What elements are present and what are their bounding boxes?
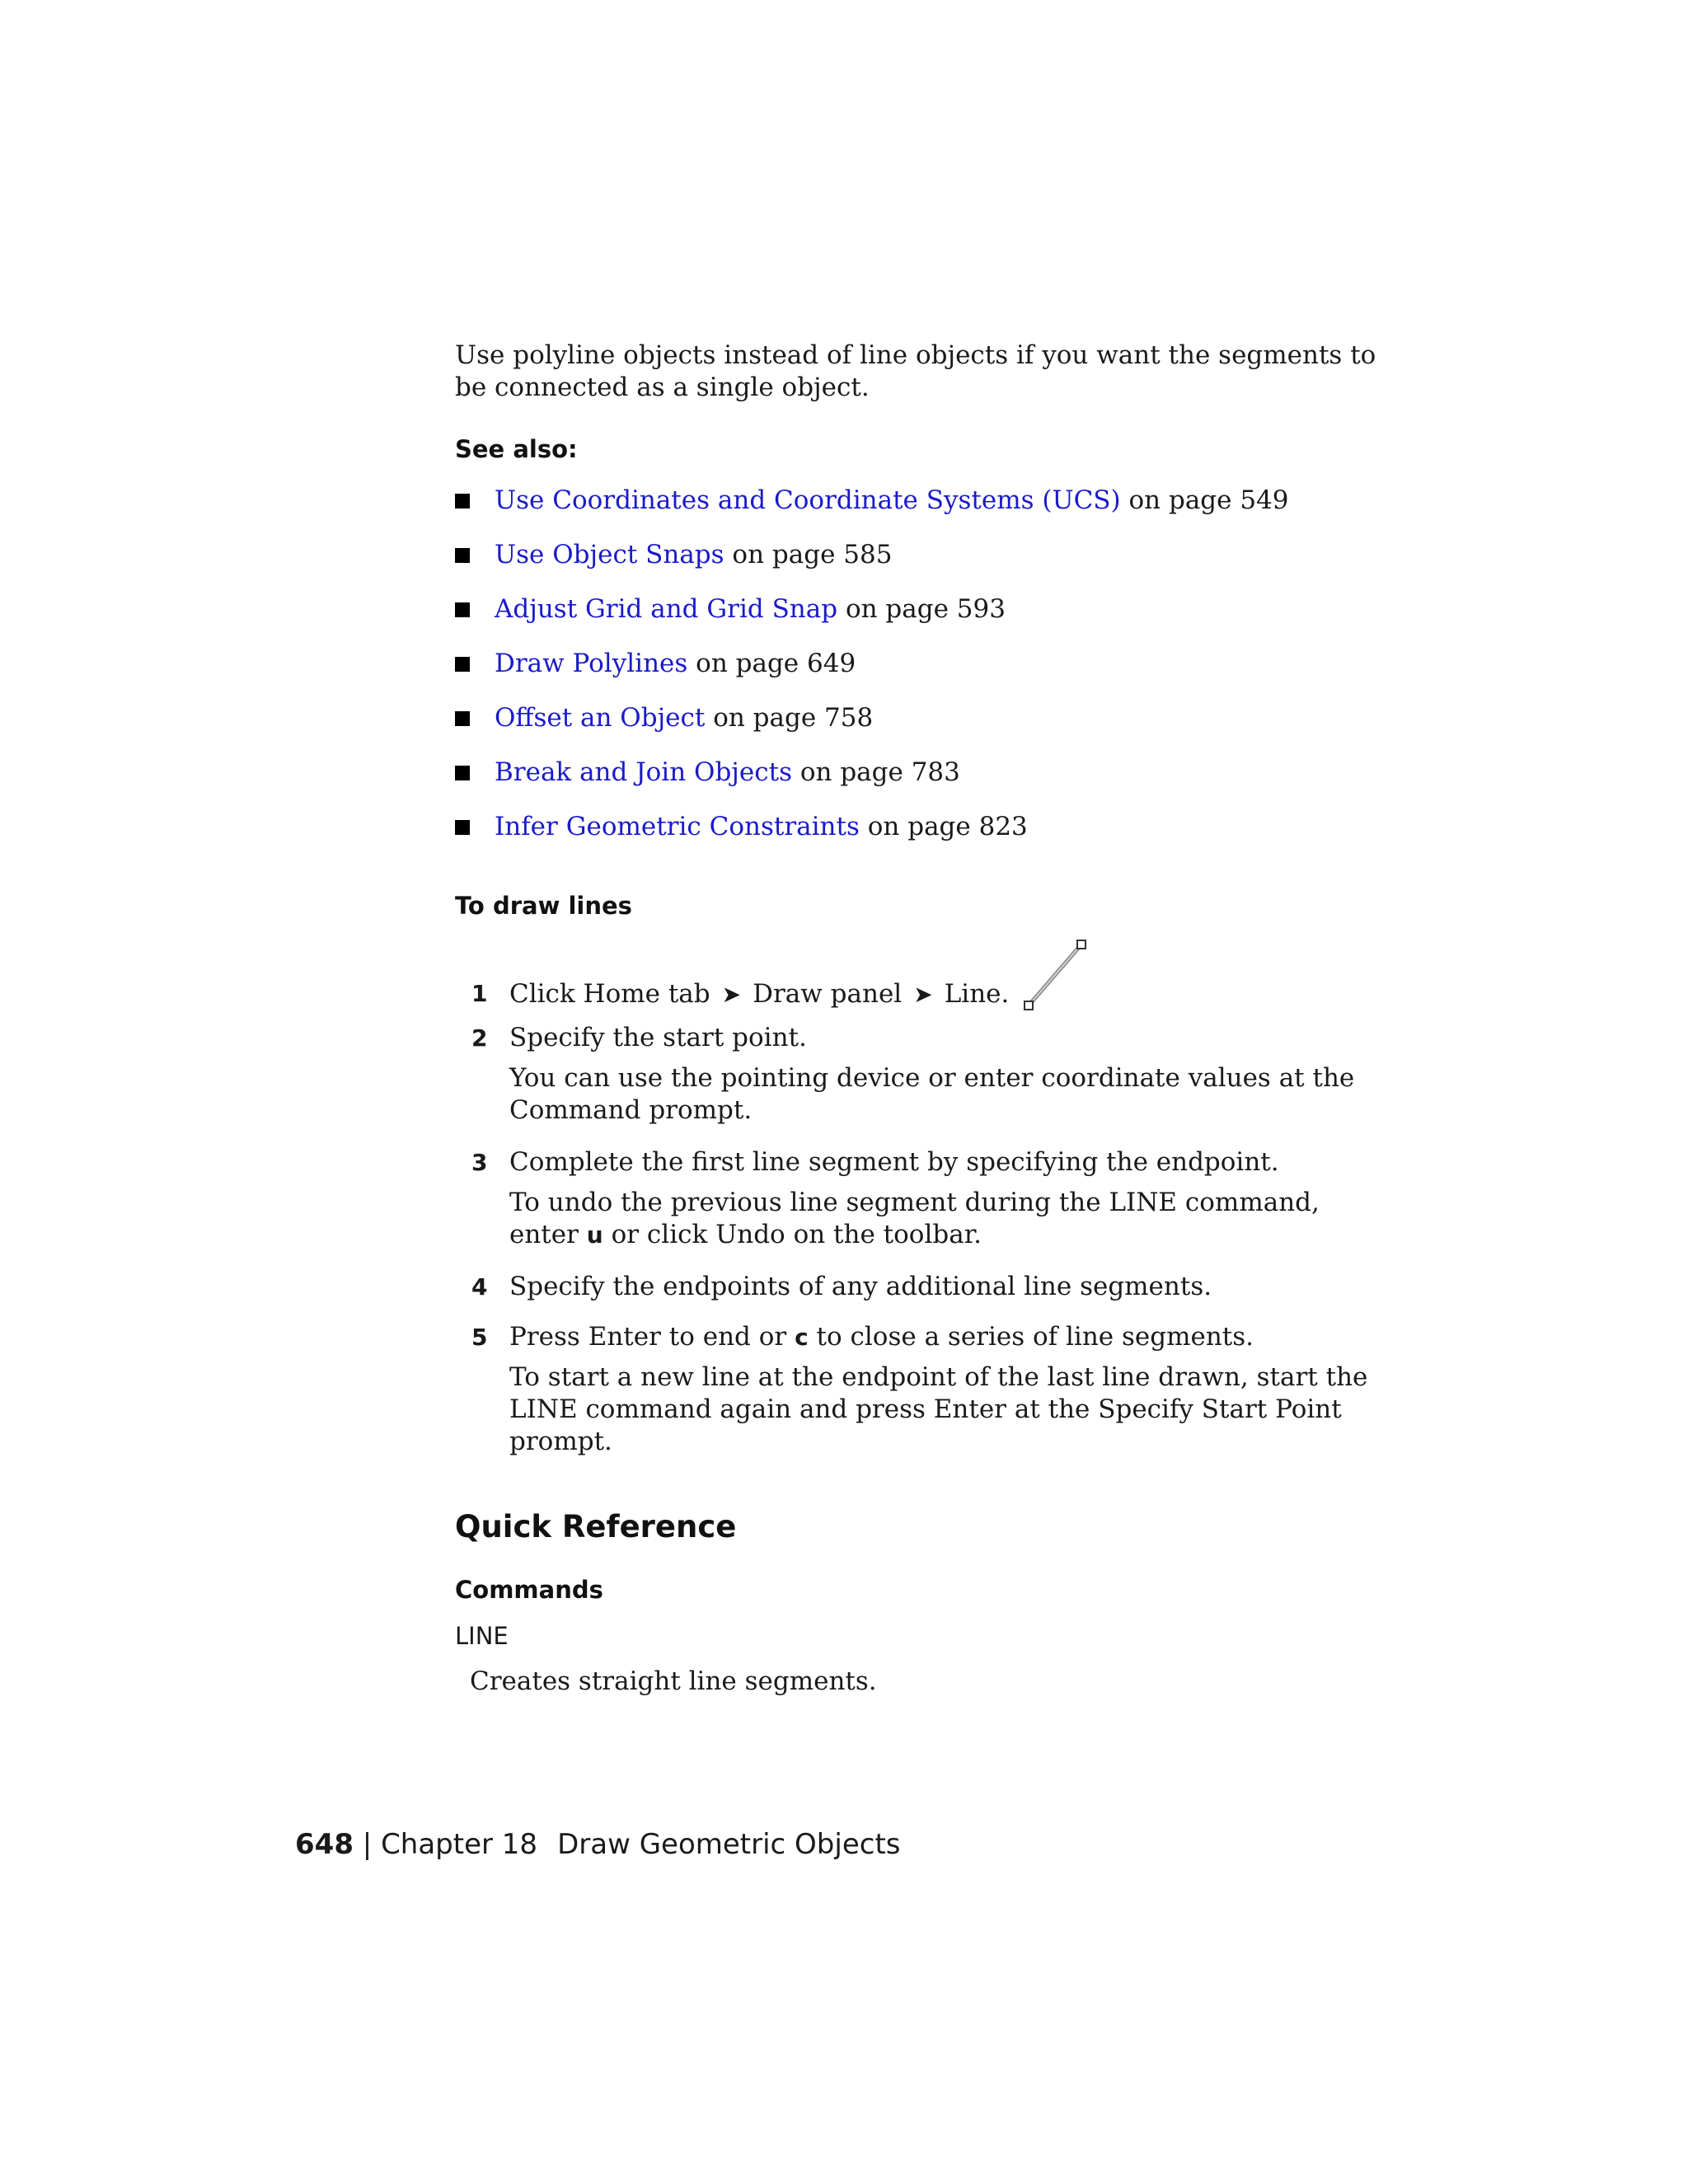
page-content xyxy=(455,340,1378,1696)
command-name: LINE xyxy=(455,1622,509,1650)
page-ref: on page 758 xyxy=(705,703,874,733)
step-text-part: to close a series of line segments. xyxy=(808,1322,1254,1352)
square-bullet-icon xyxy=(455,602,470,617)
detail-text: or click Undo on the toolbar. xyxy=(603,1220,982,1249)
chapter-label: Chapter 18 xyxy=(381,1828,538,1861)
step-text xyxy=(509,979,1091,1009)
quick-reference-title: Quick Reference xyxy=(455,1509,737,1544)
square-bullet-icon xyxy=(455,548,470,563)
detail-text: To undo the previous line segment during the LINE command, enter xyxy=(509,1188,1320,1249)
link-object-snaps[interactable]: Use Object Snaps xyxy=(495,540,724,569)
list-item xyxy=(455,757,1378,811)
ribbon-command: Line. xyxy=(944,979,1010,1009)
square-bullet-icon xyxy=(455,711,470,726)
footer-separator: | xyxy=(353,1828,382,1861)
step-number: 3 xyxy=(471,1149,488,1176)
step-number: 2 xyxy=(471,1024,488,1052)
list-item xyxy=(455,702,1378,757)
page-number: 648 xyxy=(295,1828,354,1861)
step-detail: To start a new line at the endpoint of the last line drawn, start the LINE command again and press Enter at the Specify Start Point prompt. xyxy=(509,1362,1368,1456)
page-footer xyxy=(295,1828,901,1861)
square-bullet-icon xyxy=(455,766,470,780)
step-number: 5 xyxy=(471,1324,488,1351)
step-1 xyxy=(455,928,1378,1010)
page-ref: on page 593 xyxy=(837,594,1006,624)
step-detail: You can use the pointing device or enter coordinate values at the Command prompt. xyxy=(509,1063,1355,1125)
link-grid-snap[interactable]: Adjust Grid and Grid Snap xyxy=(495,594,838,624)
line-tool-icon xyxy=(1017,935,1091,1017)
page-ref: on page 649 xyxy=(687,649,856,678)
see-also-heading: See also: xyxy=(455,435,578,463)
step-detail xyxy=(509,1187,1378,1251)
step-2 xyxy=(455,1022,1378,1127)
step-text: Specify the start point. xyxy=(509,1023,807,1052)
undo-key: u xyxy=(586,1221,603,1249)
commands-heading: Commands xyxy=(455,1576,603,1604)
list-item xyxy=(455,485,1378,539)
link-ucs[interactable]: Use Coordinates and Coordinate Systems (UCS) xyxy=(495,485,1121,515)
link-geometric-constraints[interactable]: Infer Geometric Constraints xyxy=(495,812,860,841)
link-offset-object[interactable]: Offset an Object xyxy=(495,703,706,733)
step-number: 1 xyxy=(471,980,488,1007)
step-5 xyxy=(455,1321,1378,1458)
step-text: Specify the endpoints of any additional line segments. xyxy=(509,1272,1212,1301)
link-draw-polylines[interactable]: Draw Polylines xyxy=(495,649,688,678)
list-item xyxy=(455,593,1378,648)
procedure-steps xyxy=(455,928,1378,1458)
square-bullet-icon xyxy=(455,494,470,509)
step-text-part: Press Enter to end or xyxy=(509,1322,795,1352)
square-bullet-icon xyxy=(455,657,470,672)
step-text: Complete the first line segment by specifying the endpoint. xyxy=(509,1147,1279,1177)
list-item xyxy=(455,811,1378,865)
ribbon-tab: Click Home tab xyxy=(509,979,710,1009)
ribbon-panel: Draw panel xyxy=(753,979,903,1009)
chapter-title: Draw Geometric Objects xyxy=(557,1828,901,1861)
see-also-list xyxy=(455,485,1378,865)
intro-paragraph: Use polyline objects instead of line objects if you want the segments to be connected as a single object. xyxy=(455,340,1376,402)
list-item xyxy=(455,539,1378,593)
close-key: c xyxy=(795,1324,809,1351)
command-description: Creates straight line segments. xyxy=(470,1666,877,1696)
step-4 xyxy=(455,1271,1378,1303)
list-item xyxy=(455,648,1378,702)
arrow-right-icon: ➤ xyxy=(913,981,933,1008)
square-bullet-icon xyxy=(455,820,470,835)
step-text xyxy=(509,1321,1378,1353)
step-number: 4 xyxy=(471,1273,488,1301)
page-ref: on page 783 xyxy=(791,757,960,787)
link-break-join[interactable]: Break and Join Objects xyxy=(495,757,792,787)
page-ref: on page 823 xyxy=(859,812,1028,841)
step-3 xyxy=(455,1146,1378,1251)
page-ref: on page 585 xyxy=(724,540,893,569)
arrow-right-icon: ➤ xyxy=(721,981,742,1008)
procedure-heading: To draw lines xyxy=(455,892,632,920)
page-ref: on page 549 xyxy=(1120,485,1289,515)
